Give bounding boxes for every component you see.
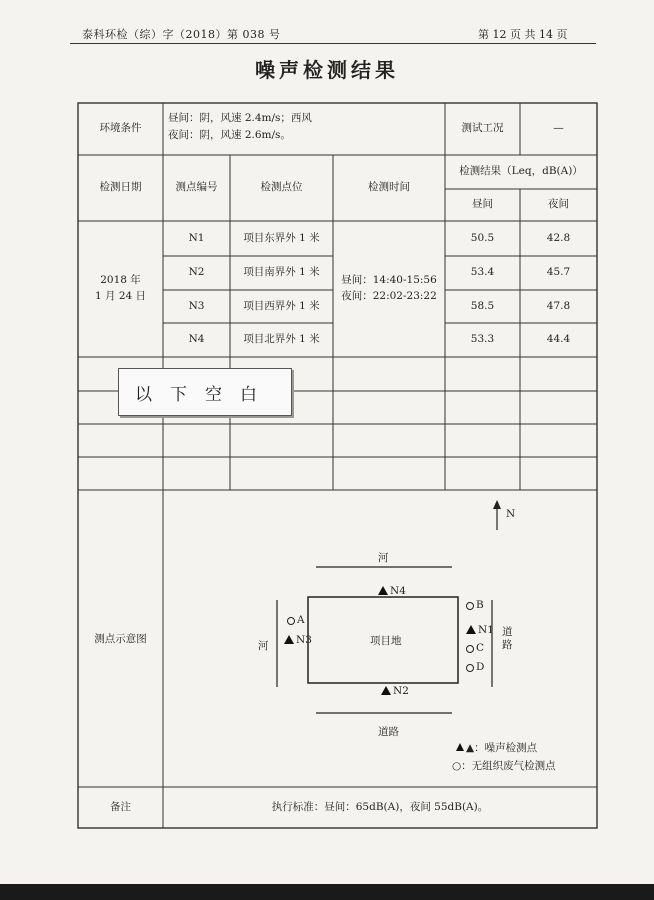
air-point-b-icon xyxy=(467,603,474,610)
day-value: 58.5 xyxy=(470,299,495,312)
legend-noise-icon xyxy=(456,743,464,751)
env-day: 昼间：阴，风速 2.4m/s；西风 xyxy=(168,112,312,125)
remarks-value: 执行标准：昼间：65dB(A)，夜间 55dB(A)。 xyxy=(271,800,489,813)
page-info: 第 12 页 共 14 页 xyxy=(478,28,568,41)
remarks-label: 备注 xyxy=(110,800,131,813)
point-location: 项目北界外 1 米 xyxy=(243,333,320,346)
header-location: 检测点位 xyxy=(260,181,303,194)
day-value: 53.3 xyxy=(470,333,495,346)
road-bottom-label: 道路 xyxy=(378,726,399,738)
noise-point-n4-icon xyxy=(378,586,388,595)
day-value: 53.4 xyxy=(470,266,495,279)
air-point-a-icon xyxy=(288,618,295,625)
point-location: 项目西界外 1 米 xyxy=(243,299,320,312)
air-point-c-label: C xyxy=(476,642,485,654)
page-title: 噪声检测结果 xyxy=(255,58,399,82)
noise-point-n1-icon xyxy=(466,625,476,634)
header-day: 昼间 xyxy=(472,198,493,211)
legend-air: ○：无组织废气检测点 xyxy=(452,760,556,772)
detection-time: 昼间：14:40-15:56 夜间：22:02-23:22 xyxy=(341,274,437,302)
point-no: N3 xyxy=(188,299,205,312)
air-point-b-label: B xyxy=(476,599,484,611)
header-point-no: 测点编号 xyxy=(175,181,218,194)
noise-point-n2-icon xyxy=(381,686,391,695)
scan-bottom-edge xyxy=(0,884,654,900)
air-point-a-label: A xyxy=(297,614,305,626)
day-value: 50.5 xyxy=(470,231,495,244)
north-arrow-head xyxy=(493,500,501,509)
header-date: 检测日期 xyxy=(99,181,142,194)
air-point-d-label: D xyxy=(476,661,485,673)
night-value: 47.8 xyxy=(546,299,571,312)
point-no: N2 xyxy=(188,266,205,279)
blank-stamp: 以下空白 xyxy=(118,368,292,416)
north-label: N xyxy=(506,508,516,520)
air-point-d-icon xyxy=(467,665,474,672)
noise-point-n3-label: N3 xyxy=(296,634,312,646)
condition-label: 测试工况 xyxy=(461,122,504,135)
point-no: N1 xyxy=(188,231,205,244)
air-point-c-icon xyxy=(467,646,474,653)
env-label: 环境条件 xyxy=(99,122,142,135)
header-time: 检测时间 xyxy=(368,181,410,194)
noise-point-n1-label: N1 xyxy=(478,624,494,636)
noise-point-n4-label: N4 xyxy=(390,585,406,597)
noise-point-n2-label: N2 xyxy=(393,685,409,697)
noise-point-n3-icon xyxy=(284,635,294,644)
header-night: 夜间 xyxy=(548,198,569,211)
point-location: 项目南界外 1 米 xyxy=(243,266,320,279)
river-top-label: 河 xyxy=(378,552,389,564)
point-no: N4 xyxy=(188,333,205,346)
header-result: 检测结果（Leq，dB(A)） xyxy=(459,165,583,178)
point-location: 项目东界外 1 米 xyxy=(243,231,320,244)
night-value: 45.7 xyxy=(546,266,571,279)
river-left-label: 河 xyxy=(258,640,269,652)
diagram-label: 测点示意图 xyxy=(94,633,147,646)
road-right-label: 道 路 xyxy=(502,626,513,651)
detection-date: 2018 年 1 月 24 日 xyxy=(94,274,147,302)
legend-noise: ▲：噪声检测点 xyxy=(466,742,538,754)
condition-value: — xyxy=(553,122,564,135)
night-value: 44.4 xyxy=(546,333,571,346)
night-value: 42.8 xyxy=(546,231,571,244)
env-night: 夜间：阴，风速 2.6m/s。 xyxy=(168,129,291,142)
project-site-label: 项目地 xyxy=(370,635,402,647)
report-number: 泰科环检（综）字（2018）第 038 号 xyxy=(82,28,281,41)
